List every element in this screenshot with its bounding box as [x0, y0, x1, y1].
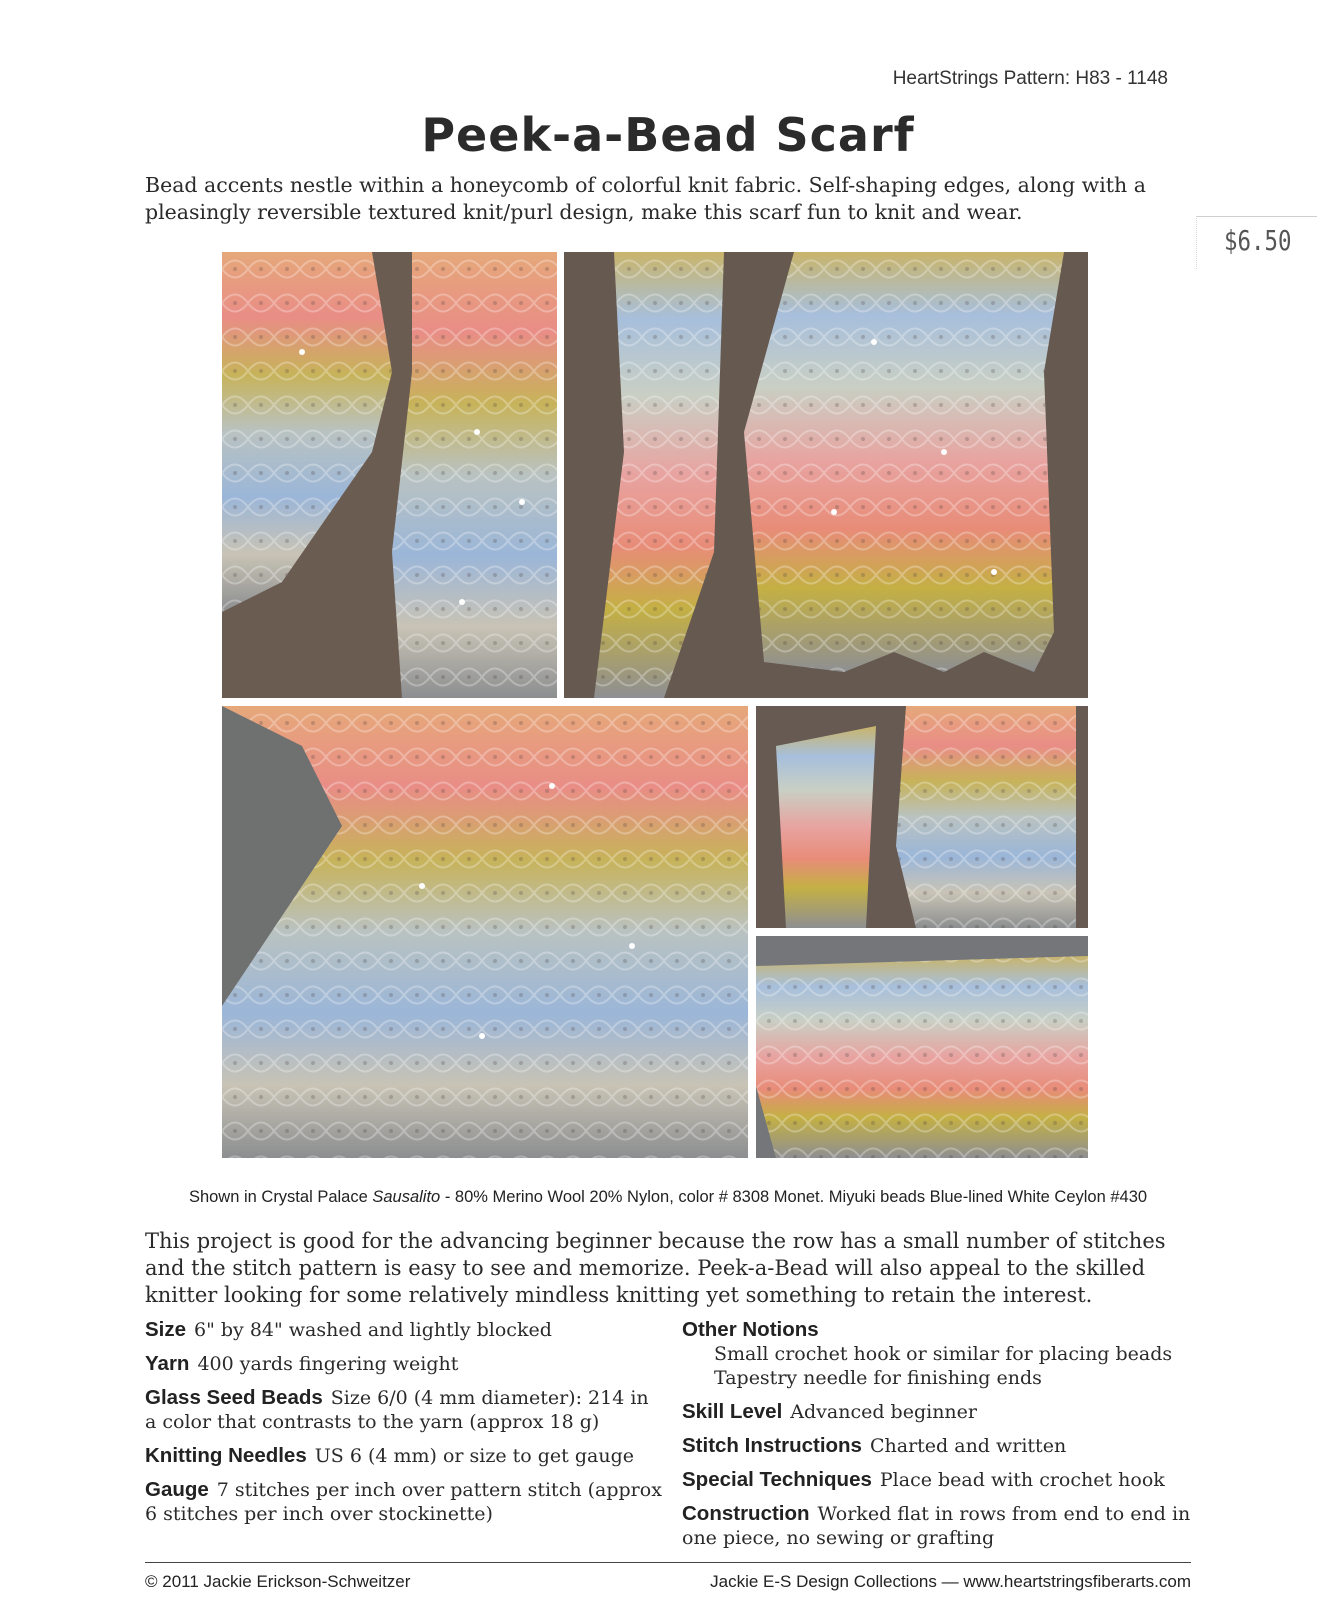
photo-scarf-small-bottom — [756, 936, 1088, 1158]
photo-caption: Shown in Crystal Palace Sausalito - 80% Merino Wool 20% Nylon, color # 8308 Monet. Miyuki beads Blue-lined White Ceylon #430 — [188, 1188, 1148, 1206]
specs-left-column — [145, 1318, 665, 1536]
spec-needles: Knitting Needles US 6 (4 mm) or size to get gauge — [145, 1444, 634, 1467]
photo-scarf-draped-left — [222, 252, 557, 698]
description-paragraph: This project is good for the advancing beginner because the row has a small number of stitches and the stitch pattern is easy to see and memorize. Peek-a-Bead will also appeal to the skilled knitter looking for some relatively mindless knitting yet something to retain the interest. — [145, 1229, 1166, 1307]
footer-divider — [145, 1562, 1191, 1563]
spec-stitch: Stitch Instructions Charted and written — [682, 1434, 1067, 1457]
specs-right-column — [682, 1318, 1202, 1560]
spec-construction: Construction Worked flat in rows from end to end in one piece, no sewing or grafting — [682, 1502, 1191, 1549]
footer-copyright: © 2011 Jackie Erickson-Schweitzer — [145, 1572, 411, 1591]
photo-scarf-closeup — [222, 706, 748, 1158]
spec-gauge: Gauge 7 stitches per inch over pattern stitch (approx 6 stitches per inch over stockinette) — [145, 1478, 662, 1525]
photo-scarf-small-top — [756, 706, 1088, 928]
footer-collection: Jackie E-S Design Collections — www.heartstringsfiberarts.com — [710, 1572, 1191, 1591]
page-title: Peek-a-Bead Scarf — [421, 108, 915, 162]
intro-paragraph: Bead accents nestle within a honeycomb of colorful knit fabric. Self-shaping edges, along with a pleasingly reversible textured knit/purl design, make this scarf fun to knit and wear. — [145, 173, 1146, 224]
spec-beads: Glass Seed Beads Size 6/0 (4 mm diameter): 214 in a color that contrasts to the yarn (approx 18 g) — [145, 1386, 649, 1433]
spec-size: Size 6" by 84" washed and lightly blocked — [145, 1318, 552, 1341]
pattern-number: HeartStrings Pattern: H83 - 1148 — [892, 68, 1168, 89]
spec-yarn: Yarn 400 yards fingering weight — [145, 1352, 459, 1375]
price-tag: $6.50 — [1224, 224, 1292, 257]
spec-skill: Skill Level Advanced beginner — [682, 1400, 977, 1423]
spec-notions: Other Notions Small crochet hook or similar for placing beads Tapestry needle for finishing ends — [682, 1318, 1173, 1389]
spec-special: Special Techniques Place bead with crochet hook — [682, 1468, 1165, 1491]
photo-scarf-front-right — [564, 252, 1088, 698]
